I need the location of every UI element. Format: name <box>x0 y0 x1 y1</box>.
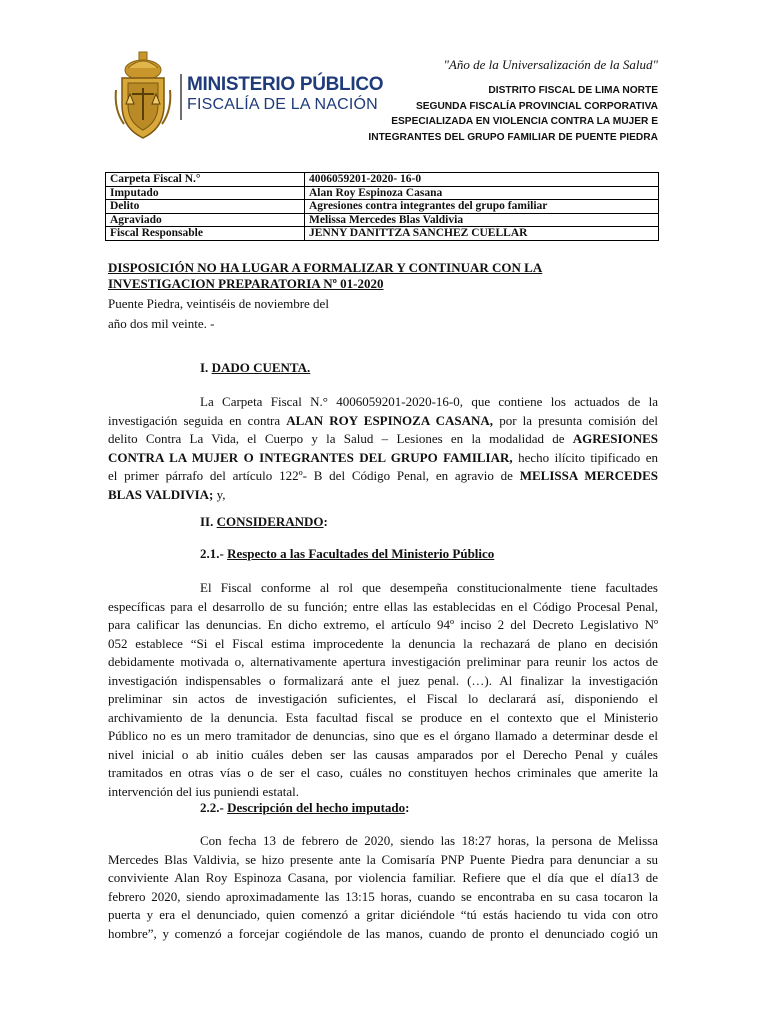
paragraph-line: puerta y era el denunciado, quien comenzó a gritar diciéndole “tú estás haciendo tu vida con otro <box>108 907 658 922</box>
paragraph-hecho-imputado <box>108 832 658 943</box>
paragraph-line <box>108 449 658 468</box>
district-line: SEGUNDA FISCALÍA PROVINCIAL CORPORATIVA <box>415 100 658 112</box>
table-row <box>106 200 659 214</box>
case-label: Carpeta Fiscal N.° <box>106 173 305 187</box>
table-row <box>106 227 659 241</box>
paragraph-line <box>108 412 658 431</box>
case-label: Imputado <box>106 186 305 200</box>
subsection-title: Respecto a las Facultades del Ministerio Público <box>227 546 495 561</box>
table-row <box>106 173 659 187</box>
text-segment: el primer párrafo del artículo 122º- B del Código Penal, en agravio de <box>108 468 520 483</box>
text-segment: y, <box>213 486 226 502</box>
table-row <box>106 186 659 200</box>
text-segment: delito Contra La Vida, el Cuerpo y la Salud – Lesiones en la modalidad de <box>108 431 573 446</box>
ministry-name: MINISTERIO PÚBLICO <box>187 74 384 95</box>
district-header <box>340 83 658 145</box>
text-segment: CONTRA LA MUJER O INTEGRANTES DEL GRUPO FAMILIAR, <box>108 449 513 465</box>
section-title: DADO CUENTA. <box>211 360 311 375</box>
place-date <box>108 294 329 334</box>
place-line: año dos mil veinte. - <box>108 316 215 331</box>
text-segment: La Carpeta Fiscal N.° 4006059201-2020-16-0, que contiene los actuados de la <box>200 394 658 409</box>
case-label: Delito <box>106 200 305 214</box>
text-segment: ALAN ROY ESPINOZA CASANA, <box>286 412 494 428</box>
case-value: JENNY DANITTZA SANCHEZ CUELLAR <box>305 227 659 241</box>
subsection-number: 2.2.- <box>200 800 224 815</box>
district-line: INTEGRANTES DEL GRUPO FAMILIAR DE PUENTE PIEDRA <box>368 131 658 143</box>
subsection-title: Descripción del hecho imputado <box>227 800 406 815</box>
paragraph-line: Público no es un mero tramitador de denuncias, sino que es el órgano llamado a determinar desde el <box>108 728 658 743</box>
paragraph-line: preliminar sin actos de investigación suficientes, el Fiscal lo declarará así, disponiendo el <box>108 691 658 706</box>
text-segment: AGRESIONES <box>572 431 658 446</box>
place-line: Puente Piedra, veintiséis de noviembre del <box>108 296 329 311</box>
paragraph-line: nivel inicial o ab initio cuáles deben ser las causas amparados por el Derecho Penal y cuáles <box>108 746 658 762</box>
text-segment: MELISSA MERCEDES <box>519 468 658 483</box>
district-line: ESPECIALIZADA EN VIOLENCIA CONTRA LA MUJER E <box>391 116 658 127</box>
paragraph-line: tramitados en otras vías o de ser el caso, cuáles no constituyen hechos criminales que amerite la <box>108 765 658 780</box>
paragraph-line: febrero 2020, siendo aproximadamente las 13:15 horas, cuando se encontraba en su casa tocaron la <box>108 888 658 904</box>
section-title: CONSIDERANDO <box>216 514 324 529</box>
text-segment: BLAS VALDIVIA; <box>108 486 214 502</box>
year-motto: "Año de la Universalización de la Salud" <box>443 57 658 72</box>
case-label: Fiscal Responsable <box>106 227 305 241</box>
ministerio-publico-logo <box>112 50 384 142</box>
paragraph-line: 052 establece “Si el Fiscal estima improcedente la denuncia la rechazará de plano en decisión <box>108 635 658 651</box>
title-line: INVESTIGACION PREPARATORIA Nº 01-2020 <box>108 276 384 291</box>
paragraph-line: hombre”, y comenzó a forcejar cogiéndole de las manos, cuando de pronto el denunciado cogió un <box>108 925 658 941</box>
text-segment: hecho ilícito tipificado en <box>512 449 658 465</box>
table-row <box>106 213 659 227</box>
document-title <box>108 260 668 292</box>
logo-divider <box>180 74 182 120</box>
title-line: DISPOSICIÓN NO HA LUGAR A FORMALIZAR Y CONTINUAR CON LA <box>108 260 543 275</box>
paragraph-line <box>108 486 658 505</box>
paragraph-line: conviviente Alan Roy Espinoza Casana, por violencia familiar. Refiere que el día que el día13 de <box>108 870 658 885</box>
paragraph-line: investigación indispensables o formalizará ante el juez penal. (…). Al finalizar la investigación <box>108 672 658 688</box>
paragraph-line: archivamiento de la denuncia. Esta facultad fiscal se produce en el contexto que el Ministerio <box>108 709 658 725</box>
crest-icon <box>112 50 174 142</box>
paragraph-line <box>108 430 658 449</box>
subsection-heading-hecho <box>200 800 409 816</box>
subsection-number: 2.1.- <box>200 546 224 561</box>
fiscalia-name: FISCALÍA DE LA NACIÓN <box>187 96 378 113</box>
case-label: Agraviado <box>106 213 305 227</box>
text-segment: investigación seguida en contra <box>108 412 287 428</box>
case-value: 4006059201-2020- 16-0 <box>305 173 659 187</box>
case-value: Alan Roy Espinoza Casana <box>305 186 659 200</box>
district-line: DISTRITO FISCAL DE LIMA NORTE <box>488 85 658 96</box>
subsection-colon: : <box>405 800 410 815</box>
paragraph-line: El Fiscal conforme al rol que desempeña constitucionalmente tiene facultades <box>200 580 658 595</box>
paragraph-facultades <box>108 579 658 801</box>
paragraph-line: específicas para el desarrollo de su función; entre ellas las establecidas en el Código Procesal Penal, <box>108 598 658 614</box>
section-heading-considerando <box>200 514 328 530</box>
paragraph-line <box>108 467 658 486</box>
section-number: I. <box>200 360 209 375</box>
case-info-table <box>105 172 659 241</box>
section-colon: : <box>323 514 328 529</box>
subsection-heading-facultades <box>200 546 494 562</box>
paragraph-line: Con fecha 13 de febrero de 2020, siendo las 18:27 horas, la persona de Melissa <box>200 833 658 848</box>
paragraph-line: intervención del ius puniendi estatal. <box>108 783 299 799</box>
text-segment: por la presunta comisión del <box>493 412 658 428</box>
case-value: Melissa Mercedes Blas Valdivia <box>305 213 659 227</box>
case-value: Agresiones contra integrantes del grupo familiar <box>305 200 659 214</box>
paragraph-line: Mercedes Blas Valdivia, se hizo presente ante la Comisaría PNP Puente Piedra para denunciar a su <box>108 851 658 867</box>
section-heading-dado-cuenta <box>200 360 310 376</box>
paragraph-dado-cuenta <box>108 393 658 504</box>
section-number: II. <box>200 514 214 529</box>
paragraph-line <box>108 393 658 412</box>
paragraph-line: debidamente motivada o, alternativamente apertura investigación preliminar para reunir los actos de <box>108 654 658 669</box>
paragraph-line: para calificar las denuncias. En dicho extremo, el artículo 94º inciso 2 del Decreto Legislativo Nº <box>108 617 658 632</box>
